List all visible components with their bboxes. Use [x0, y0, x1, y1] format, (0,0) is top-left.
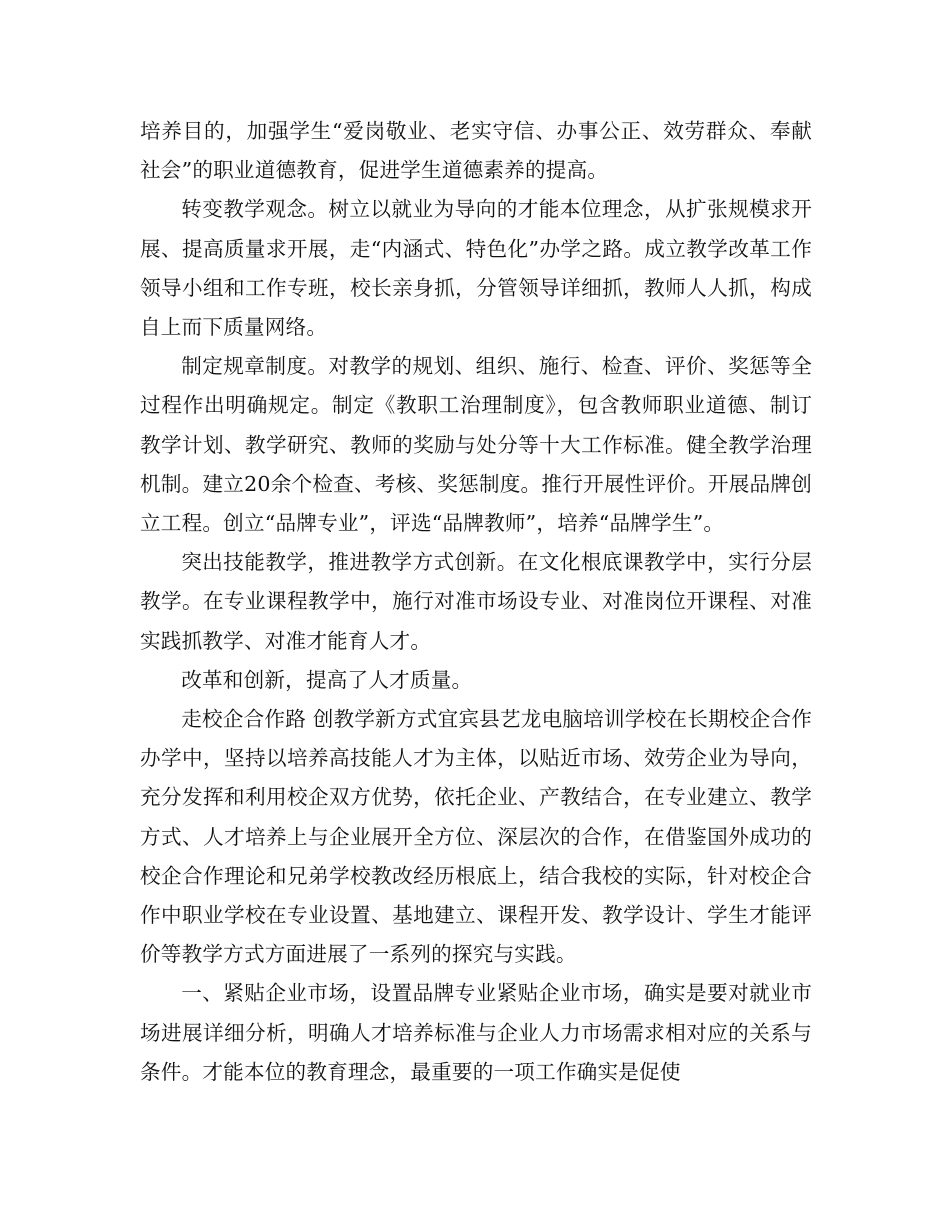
paragraph-2: 转变教学观念。树立以就业为导向的才能本位理念，从扩张规模求开展、提高质量求开展，走“内涵式、特色化”办学之路。成立教学改革工作领导小组和工作专班，校长亲身抓，分管领导详细抓，教师人人抓，构成自上而下质量网络。 — [140, 197, 812, 340]
paragraph-1: 培养目的，加强学生“爱岗敬业、老实守信、办事公正、效劳群众、奉献社会”的职业道德教育，促进学生道德素养的提高。 — [140, 119, 812, 183]
paragraph-6: 走校企合作路 创教学新方式宜宾县艺龙电脑培训学校在长期校企合作办学中，坚持以培养高技能人才为主体，以贴近市场、效劳企业为导向，充分发挥和利用校企双方优势，依托企业、产教结合，在专业建立、教学方式、人才培养上与企业展开全方位、深层次的合作，在借鉴国外成功的校企合作理论和兄弟学校教改经历根底上，结合我校的实际，针对校企合作中职业学校在专业设置、基地建立、课程开发、教学设计、学生才能评价等教学方式方面进展了一系列的探究与实践。 — [140, 707, 812, 967]
paragraph-3: 制定规章制度。对教学的规划、组织、施行、检查、评价、奖惩等全过程作出明确规定。制定《教职工治理制度》，包含教师职业道德、制订教学计划、教学研究、教师的奖励与处分等十大工作标准。健全教学治理机制。建立20余个检查、考核、奖惩制度。推行开展性评价。开展品牌创立工程。创立“品牌专业”，评选“品牌教师”，培养“品牌学生”。 — [140, 354, 812, 536]
document-page — [140, 112, 812, 1092]
paragraph-7: 一、紧贴企业市场，设置品牌专业紧贴企业市场，确实是要对就业市场进展详细分析，明确人才培养标准与企业人力市场需求相对应的关系与条件。才能本位的教育理念，最重要的一项工作确实是促使 — [140, 981, 812, 1084]
paragraph-5: 改革和创新，提高了人才质量。 — [181, 667, 473, 692]
paragraph-4: 突出技能教学，推进教学方式创新。在文化根底课教学中，实行分层教学。在专业课程教学中，施行对准市场设专业、对准岗位开课程、对准实践抓教学、对准才能育人才。 — [140, 550, 812, 653]
